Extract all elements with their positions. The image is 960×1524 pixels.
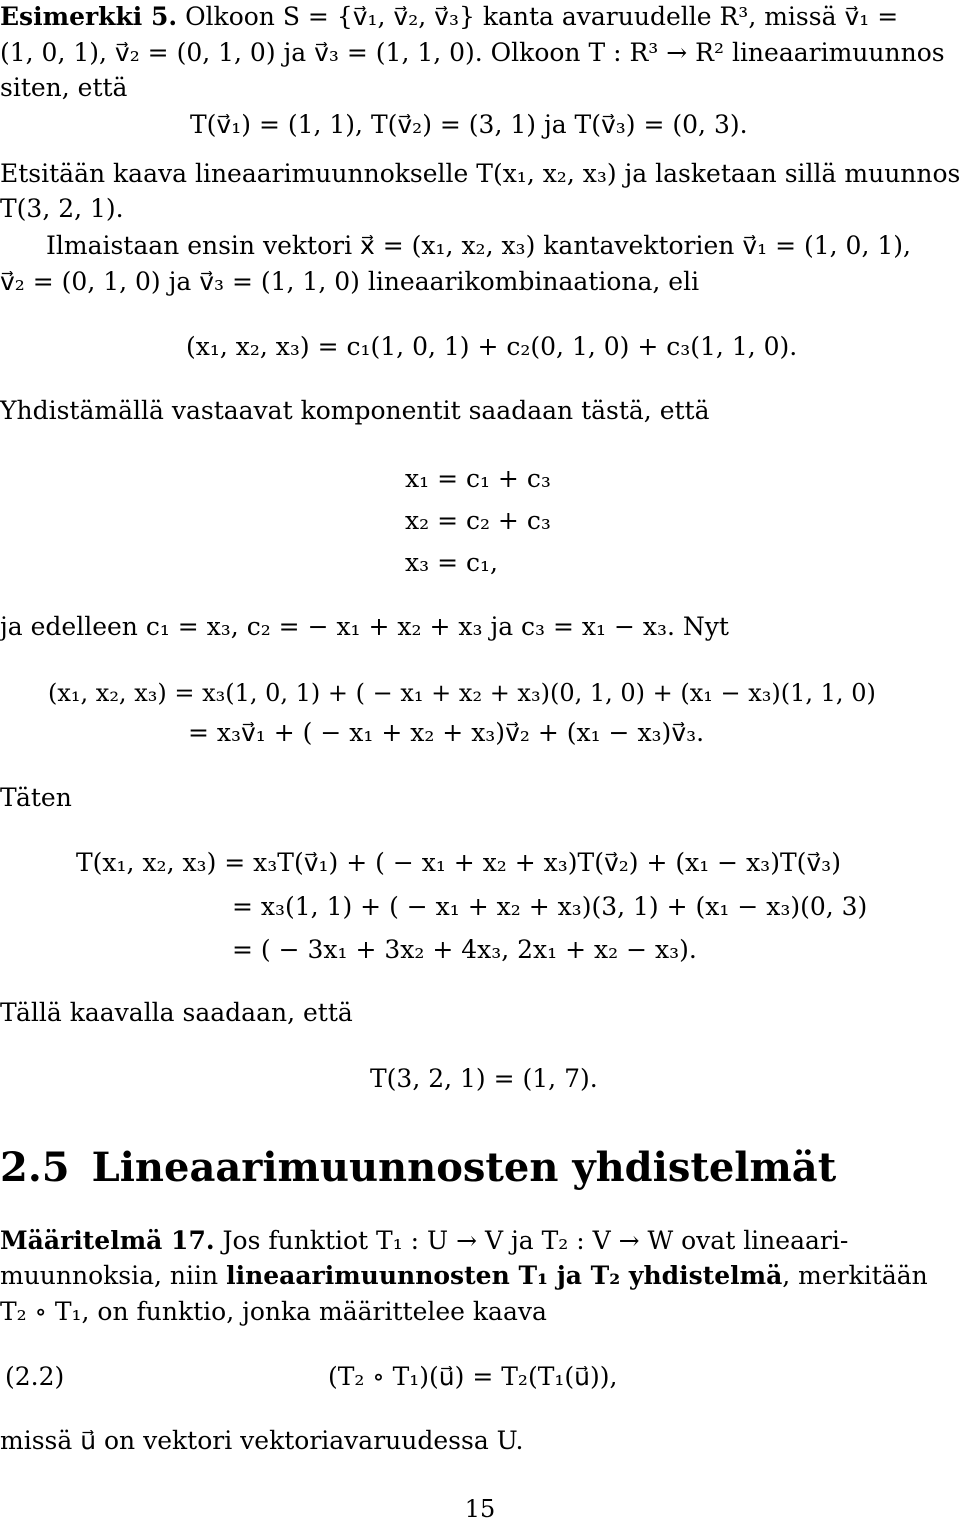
definition-line-3: T₂ ∘ T₁, on funktio, jonka määrittelee kaava	[0, 1297, 547, 1326]
intro-line-1: Ilmaistaan ensin vektori x⃗ = (x₁, x₂, x₃) kantavektorien v⃗₁ = (1, 0, 1),	[46, 231, 911, 260]
system-line-1: x₁ = c₁ + c₃	[405, 464, 551, 493]
example-line-2: (1, 0, 1), v⃗₂ = (0, 1, 0) ja v⃗₃ = (1, 1, 0). Olkoon T : R³ → R² lineaarimuunnos	[0, 38, 945, 67]
equation-images: T(v⃗₁) = (1, 1), T(v⃗₂) = (3, 1) ja T(v⃗₃) = (0, 3).	[190, 110, 748, 139]
example-text-1: Olkoon S = {v⃗₁, v⃗₂, v⃗₃} kanta avaruudelle R³, missä v⃗₁ =	[185, 2, 899, 31]
T-line-3: = ( − 3x₁ + 3x₂ + 4x₃, 2x₁ + x₂ − x₃).	[232, 935, 697, 964]
expand-line-1: (x₁, x₂, x₃) = x₃(1, 0, 1) + ( − x₁ + x₂ + x₃)(0, 1, 0) + (x₁ − x₃)(1, 1, 0)	[48, 679, 876, 707]
definition-term: lineaarimuunnosten T₁ ja T₂ yhdistelmä	[226, 1261, 783, 1290]
expand-line-2: = x₃v⃗₁ + ( − x₁ + x₂ + x₃)v⃗₂ + (x₁ − x₃)v⃗₃.	[188, 718, 705, 747]
T-line-2: = x₃(1, 1) + ( − x₁ + x₂ + x₃)(3, 1) + (x₁ − x₃)(0, 3)	[232, 892, 868, 921]
example-line-3: siten, että	[0, 73, 128, 102]
definition-line-2	[0, 1259, 960, 1293]
formula-text: Tällä kaavalla saadaan, että	[0, 998, 353, 1027]
T-line-1: T(x₁, x₂, x₃) = x₃T(v⃗₁) + ( − x₁ + x₂ + x₃)T(v⃗₂) + (x₁ − x₃)T(v⃗₃)	[76, 848, 841, 877]
definition-text-2a: muunnoksia, niin	[0, 1261, 227, 1290]
system-line-3: x₃ = c₁,	[405, 548, 498, 577]
task-line-1: Etsitään kaava lineaarimuunnokselle T(x₁, x₂, x₃) ja lasketaan sillä muunnos	[0, 159, 960, 188]
section-heading	[0, 1143, 836, 1193]
equation-combination: (x₁, x₂, x₃) = c₁(1, 0, 1) + c₂(0, 1, 0) + c₃(1, 1, 0).	[186, 332, 798, 361]
definition-text-1: Jos funktiot T₁ : U → V ja T₂ : V → W ovat lineaari-	[222, 1226, 849, 1255]
definition-line-1	[0, 1224, 960, 1258]
composition-equation: (T₂ ∘ T₁)(u⃗) = T₂(T₁(u⃗)),	[328, 1362, 618, 1391]
definition-text-2b: , merkitään	[782, 1261, 928, 1290]
section-number: 2.5	[0, 1144, 70, 1191]
equation-number: (2.2)	[5, 1362, 65, 1391]
intro-line-2: v⃗₂ = (0, 1, 0) ja v⃗₃ = (1, 1, 0) lineaarikombinaationa, eli	[0, 267, 700, 296]
section-title: Lineaarimuunnosten yhdistelmät	[91, 1144, 837, 1191]
solution-text: ja edelleen c₁ = x₃, c₂ = − x₁ + x₂ + x₃ ja c₃ = x₁ − x₃. Nyt	[0, 612, 729, 641]
example-line-1	[0, 0, 960, 34]
definition-label: Määritelmä 17.	[0, 1226, 215, 1255]
hence-text: Täten	[0, 783, 72, 812]
system-line-2: x₂ = c₂ + c₃	[405, 506, 551, 535]
equation-result: T(3, 2, 1) = (1, 7).	[370, 1064, 598, 1093]
page-number: 15	[464, 1495, 496, 1523]
example-label: Esimerkki 5.	[0, 2, 178, 31]
definition-closing: missä u⃗ on vektori vektoriavaruudessa U.	[0, 1426, 524, 1455]
components-text: Yhdistämällä vastaavat komponentit saadaan tästä, että	[0, 396, 710, 425]
task-line-2: T(3, 2, 1).	[0, 194, 124, 223]
